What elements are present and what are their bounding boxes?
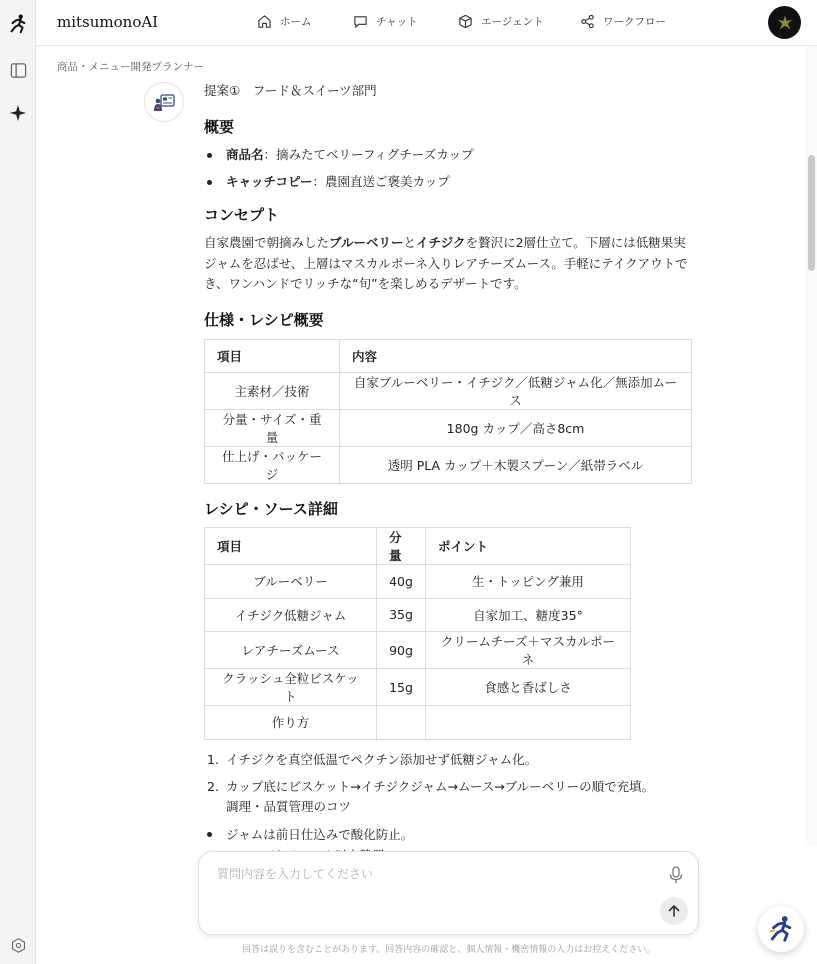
step-subtext: 調理・品質管理のコツ	[226, 798, 352, 814]
table-cell	[426, 706, 631, 740]
step-number: 2.	[207, 778, 219, 794]
concept-heading: コンセプト	[204, 206, 280, 224]
assistant-fab-button[interactable]	[758, 906, 804, 952]
list-item	[204, 750, 724, 770]
table-cell: 35g	[377, 598, 426, 632]
table-cell: 生・トッピング兼用	[426, 565, 631, 599]
nav-label: ホーム	[280, 16, 312, 28]
list-item	[204, 173, 724, 191]
table-cell: 主素材／技術	[205, 373, 340, 410]
table-cell	[377, 706, 426, 740]
table-header-row	[205, 339, 692, 373]
spec-heading: 仕様・レシピ概要	[204, 310, 324, 329]
overview-heading: 概要	[204, 118, 235, 136]
table-cell: イチジク低糖ジャム	[205, 598, 377, 632]
runner-logo-icon[interactable]	[6, 12, 30, 36]
table-row	[205, 410, 692, 447]
settings-network-icon[interactable]	[6, 933, 30, 957]
table-cell: 食感と香ばしさ	[426, 669, 631, 706]
table-row	[205, 598, 631, 632]
table-cell: 分量・サイズ・重量	[205, 410, 340, 447]
nav-agent[interactable]	[458, 14, 544, 29]
assistant-avatar	[144, 82, 184, 122]
column-header: ポイント	[426, 528, 631, 565]
table-cell: 自家加工、糖度35°	[426, 598, 631, 632]
tip-line: ジャムは前日仕込みで酸化防止。	[226, 826, 414, 842]
table-cell: 90g	[377, 632, 426, 669]
top-header	[36, 0, 817, 46]
spec-table	[204, 339, 692, 485]
item-value: ：摘みたてベリーフィグチーズカップ	[263, 147, 474, 162]
recipe-heading: レシピ・ソース詳細	[204, 500, 338, 518]
item-label: キャッチコピー	[226, 174, 313, 189]
chat-icon	[353, 14, 368, 29]
item-value: ：農園直送ご褒美カップ	[312, 174, 450, 189]
step-text: イチジクを真空低温でペクチン添加せず低糖ジャム化。	[226, 751, 538, 767]
table-row	[205, 669, 631, 706]
list-item	[204, 777, 724, 817]
table-cell: 180g カップ／高さ8cm	[340, 410, 692, 447]
planner-icon	[151, 89, 177, 115]
item-label: 商品名	[226, 147, 264, 162]
step-number: 1.	[207, 751, 219, 767]
text: と	[403, 235, 417, 250]
table-cell: 透明 PLA カップ＋木製スプーン／紙帯ラベル	[340, 447, 692, 484]
column-header: 項目	[205, 339, 340, 373]
recipe-table	[204, 527, 631, 740]
table-row	[205, 373, 692, 410]
proposal-title: 提案① フード＆スイーツ部門	[204, 83, 377, 98]
nav-label: チャット	[376, 16, 418, 28]
breadcrumb[interactable]: 商品・メニュー開発プランナー	[57, 61, 204, 73]
table-cell: 作り方	[205, 706, 377, 740]
text: を贅沢に2層仕立て。下層には低糖果実ジャムを忍ばせ、上層はマスカルポーネ入りレアチーズムース。手軽にテイクアウトでき、ワンハンドでリッチな“旬”を楽しめるデザートです。	[204, 235, 688, 291]
table-cell: 15g	[377, 669, 426, 706]
home-icon	[257, 14, 272, 29]
user-avatar[interactable]	[768, 6, 801, 39]
steps-list	[204, 750, 724, 817]
text: 自家農園で朝摘みした	[204, 235, 330, 250]
arrow-up-icon	[667, 904, 681, 918]
concept-paragraph	[204, 233, 694, 295]
column-header: 項目	[205, 528, 377, 565]
table-cell: 自家ブルーベリー・イチジク／低糖ジャム化／無添加ムース	[340, 373, 692, 410]
list-item	[204, 146, 724, 164]
table-cell: 40g	[377, 565, 426, 599]
table-row	[205, 447, 692, 484]
bold-text: イチジク	[416, 235, 466, 250]
table-cell: 仕上げ・パッケージ	[205, 447, 340, 484]
brand-name[interactable]: mitsumonoAI	[57, 13, 159, 31]
table-cell: クラッシュ全粒ビスケット	[205, 669, 377, 706]
step-text: カップ底にビスケット→イチジクジャム→ムース→ブルーベリーの順で充填。	[226, 778, 655, 794]
nav-label: エージェント	[481, 16, 544, 28]
table-row	[205, 706, 631, 740]
sparkle-icon[interactable]	[6, 101, 30, 125]
send-button[interactable]	[660, 897, 688, 925]
sidebar-toggle-icon[interactable]	[6, 58, 30, 82]
runner-mascot-icon	[766, 914, 796, 944]
bold-text: ブルーベリー	[329, 235, 404, 250]
nav-label: ワークフロー	[603, 16, 666, 28]
message-composer	[198, 851, 699, 935]
overview-list	[204, 146, 724, 191]
assistant-message	[204, 78, 724, 846]
table-row	[205, 632, 631, 669]
table-row	[205, 565, 631, 599]
table-cell: ブルーベリー	[205, 565, 377, 599]
column-header: 内容	[340, 339, 692, 373]
table-cell: クリームチーズ＋マスカルポーネ	[426, 632, 631, 669]
column-header: 分量	[377, 528, 426, 565]
nav-workflow[interactable]	[580, 14, 666, 29]
table-header-row	[205, 528, 631, 565]
microphone-icon[interactable]	[668, 866, 684, 884]
nav-home[interactable]	[257, 14, 312, 29]
nav-chat[interactable]	[353, 14, 418, 29]
scrollbar-thumb[interactable]	[808, 155, 815, 271]
disclaimer-text: 回答は誤りを含むことがあります。回答内容の確認と、個人情報・機密情報の入力はお控えください。	[242, 945, 656, 955]
table-cell: レアチーズムース	[205, 632, 377, 669]
left-rail	[0, 0, 36, 964]
share-icon	[580, 14, 595, 29]
question-input[interactable]	[217, 867, 647, 881]
cube-icon	[458, 14, 473, 29]
